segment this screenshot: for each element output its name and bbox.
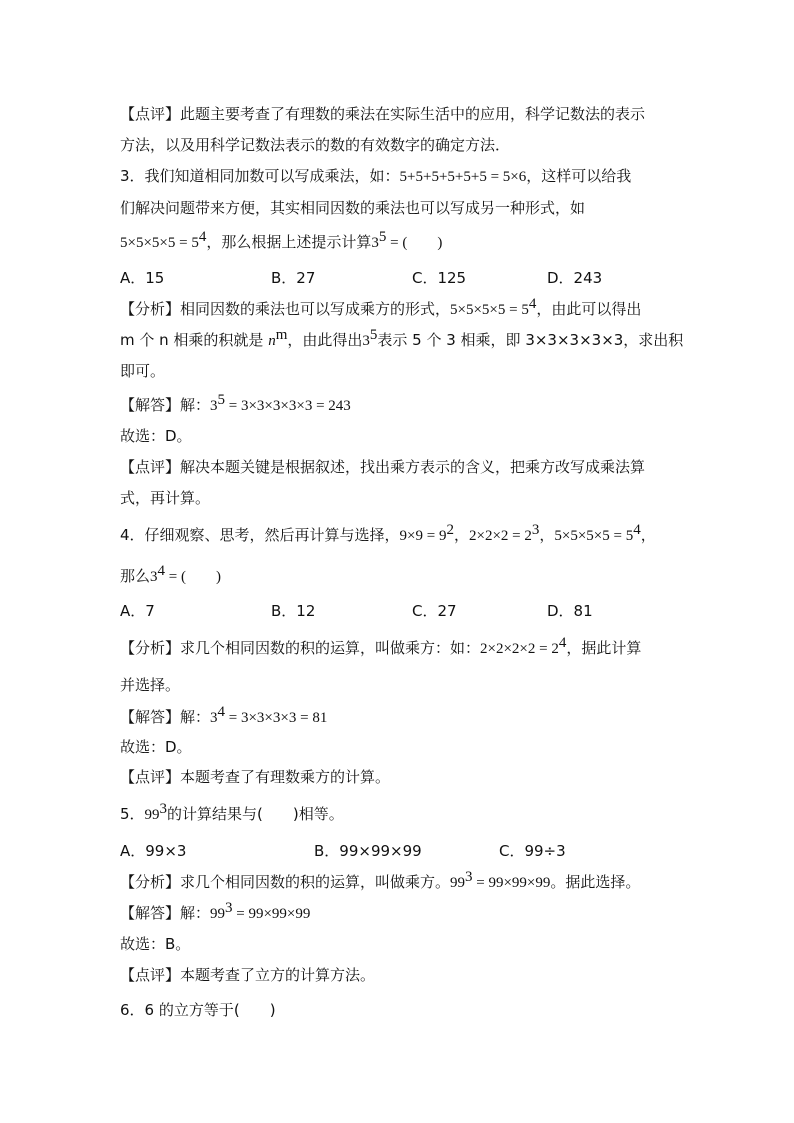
q3-option-b: B．27 bbox=[271, 269, 316, 287]
q4-stem-line1: 4．仔细观察、思考，然后再计算与选择，$9\times 9 = 9^2$，$2\times 2\times 2 = 2^3$，$5\times 5\times 5\times 5 = 5^4$， bbox=[120, 522, 656, 544]
q4-analysis-line1: 【分析】求几个相同因数的积的运算，叫做乘方：如：$2\times 2\times 2\times 2 = 2^4$，据此计算 bbox=[120, 635, 642, 657]
q5-option-a: A．99×3 bbox=[120, 842, 187, 860]
q3-analysis-line2: m 个 n 相乘的积就是 $n^m$，由此得出$3^5$表示 5 个 3 相乘，即 3×3×3×3×3，求出积 bbox=[120, 327, 684, 349]
q3-stem-line2: 们解决问题带来方便，其实相同因数的乘法也可以写成另一种形式，如 bbox=[120, 199, 586, 217]
q3-analysis-line3: 即可。 bbox=[120, 362, 166, 380]
q2-comment-line1: 【点评】此题主要考查了有理数的乘法在实际生活中的应用，科学记数法的表示 bbox=[120, 105, 646, 123]
q5-option-c: C．99÷3 bbox=[499, 842, 566, 860]
q4-stem-line2: 那么$3^4$ = ( ) bbox=[120, 563, 221, 585]
q5-option-b: B．99×99×99 bbox=[314, 842, 422, 860]
q3-analysis-line1: 【分析】相同因数的乘法也可以写成乘方的形式，$5\times 5\times 5\times 5 = 5^4$，由此可以得出 bbox=[120, 296, 642, 318]
q4-comment: 【点评】本题考查了有理数乘方的计算。 bbox=[120, 768, 391, 786]
q3-comment-line1: 【点评】解决本题关键是根据叙述，找出乘方表示的含义，把乘方改写成乘法算 bbox=[120, 458, 646, 476]
q5-answer: 【解答】解：$99^3 = 99\times 99\times 99$ bbox=[120, 900, 311, 922]
q3-stem-line1: 3．我们知道相同加数可以写成乘法，如：5+5+5+5+5+5 = 5×6，这样可以给我 bbox=[120, 167, 632, 185]
q4-answer: 【解答】解：$3^4 = 3\times 3\times 3\times 3 = 81$ bbox=[120, 704, 328, 726]
q3-option-a: A．15 bbox=[120, 269, 165, 287]
q4-option-c: C．27 bbox=[412, 602, 457, 620]
q5-choice: 故选：B。 bbox=[120, 935, 191, 953]
q3-answer: 【解答】解：$3^5 = 3\times 3\times 3\times 3\times 3 = 243$ bbox=[120, 392, 351, 414]
q2-comment-line2: 方法，以及用科学记数法表示的数的有效数字的确定方法． bbox=[120, 136, 511, 154]
q6-stem: 6．6 的立方等于( ) bbox=[120, 1001, 276, 1019]
q5-stem: 5．$99^3$的计算结果与( )相等。 bbox=[120, 801, 344, 823]
q3-stem-line3: $5\times 5\times 5\times 5 = 5^4$，那么根据上述提示计算$3^5$ = ( ) bbox=[120, 229, 443, 251]
q4-analysis-line2: 并选择。 bbox=[120, 676, 181, 694]
q3-choice: 故选：D。 bbox=[120, 427, 192, 445]
q5-comment: 【点评】本题考查了立方的计算方法。 bbox=[120, 966, 376, 984]
q5-analysis: 【分析】求几个相同因数的积的运算，叫做乘方。$99^3 = 99\times 99\times 99$。据此选择。 bbox=[120, 869, 641, 891]
q4-choice: 故选：D。 bbox=[120, 738, 192, 756]
q4-option-d: D．81 bbox=[547, 602, 593, 620]
q3-comment-line2: 式，再计算。 bbox=[120, 489, 211, 507]
q4-option-a: A．7 bbox=[120, 602, 155, 620]
q4-option-b: B．12 bbox=[271, 602, 316, 620]
q3-option-c: C．125 bbox=[412, 269, 467, 287]
q3-option-d: D．243 bbox=[547, 269, 603, 287]
